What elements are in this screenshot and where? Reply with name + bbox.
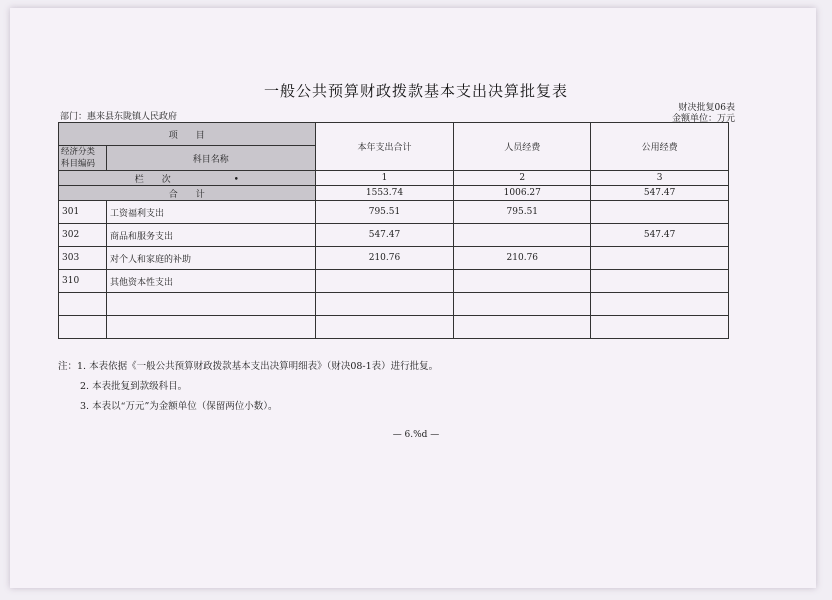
row-total bbox=[315, 293, 454, 316]
table-row bbox=[59, 224, 729, 247]
note-3: 3. 本表以“万元”为金额单位（保留两位小数）。 bbox=[80, 401, 278, 412]
econ-class-label: 经济分类 bbox=[61, 147, 96, 157]
row-public bbox=[591, 316, 729, 339]
row-personnel bbox=[454, 224, 591, 247]
header-personnel: 人员经费 bbox=[454, 123, 591, 171]
header-item: 项 目 bbox=[59, 123, 316, 146]
total-label: 合 计 bbox=[59, 186, 316, 201]
col-number-2: 2 bbox=[454, 171, 591, 186]
row-code: 301 bbox=[59, 201, 107, 224]
row-code: 302 bbox=[59, 224, 107, 247]
row-total: 210.76 bbox=[315, 247, 454, 270]
budget-table bbox=[58, 122, 729, 339]
department-label: 部门：惠来县东陇镇人民政府 bbox=[60, 112, 178, 122]
total-personnel: 1006.27 bbox=[454, 186, 591, 201]
row-public bbox=[591, 293, 729, 316]
subject-code-label: 科目编码 bbox=[61, 159, 96, 169]
header-total: 本年支出合计 bbox=[315, 123, 454, 171]
table-row bbox=[59, 201, 729, 224]
row-public: 547.47 bbox=[591, 224, 729, 247]
form-number: 财决批复06表 bbox=[678, 103, 735, 113]
note-2: 2. 本表批复到款级科目。 bbox=[80, 381, 188, 392]
row-public bbox=[591, 201, 729, 224]
row-total bbox=[315, 316, 454, 339]
row-code bbox=[59, 316, 107, 339]
lanci-cell bbox=[59, 171, 316, 186]
row-name: 商品和服务支出 bbox=[106, 224, 315, 247]
col-number-3: 3 bbox=[591, 171, 729, 186]
note-1: 注：1. 本表依据《一般公共预算财政拨款基本支出决算明细表》（财决08-1表）进行批复。 bbox=[58, 361, 439, 372]
row-public bbox=[591, 247, 729, 270]
row-code: 310 bbox=[59, 270, 107, 293]
header-econ-class bbox=[59, 146, 107, 171]
table-row bbox=[59, 247, 729, 270]
row-total bbox=[315, 270, 454, 293]
row-public bbox=[591, 270, 729, 293]
lanci-label: 栏 次 bbox=[134, 174, 171, 185]
table-row bbox=[59, 316, 729, 339]
row-personnel: 795.51 bbox=[454, 201, 591, 224]
row-code: 303 bbox=[59, 247, 107, 270]
amount-unit: 金额单位：万元 bbox=[671, 114, 735, 124]
row-name: 工资福利支出 bbox=[106, 201, 315, 224]
row-personnel: 210.76 bbox=[454, 247, 591, 270]
row-name: 对个人和家庭的补助 bbox=[106, 247, 315, 270]
page-number: — 6.%d — bbox=[392, 430, 440, 440]
row-personnel bbox=[454, 293, 591, 316]
row-personnel bbox=[454, 270, 591, 293]
notes-section bbox=[58, 357, 438, 417]
total-sum: 1553.74 bbox=[315, 186, 454, 201]
row-name: 其他资本性支出 bbox=[106, 270, 315, 293]
header-subject-name: 科目名称 bbox=[106, 146, 315, 171]
document-title: 一般公共预算财政拨款基本支出决算批复表 bbox=[263, 82, 568, 100]
row-name bbox=[106, 316, 315, 339]
row-total: 795.51 bbox=[315, 201, 454, 224]
row-name bbox=[106, 293, 315, 316]
table-row bbox=[59, 270, 729, 293]
total-public: 547.47 bbox=[591, 186, 729, 201]
lanci-mark: • bbox=[233, 174, 239, 185]
row-personnel bbox=[454, 316, 591, 339]
col-number-1: 1 bbox=[315, 171, 454, 186]
table-row bbox=[59, 293, 729, 316]
row-total: 547.47 bbox=[315, 224, 454, 247]
header-public: 公用经费 bbox=[591, 123, 729, 171]
row-code bbox=[59, 293, 107, 316]
